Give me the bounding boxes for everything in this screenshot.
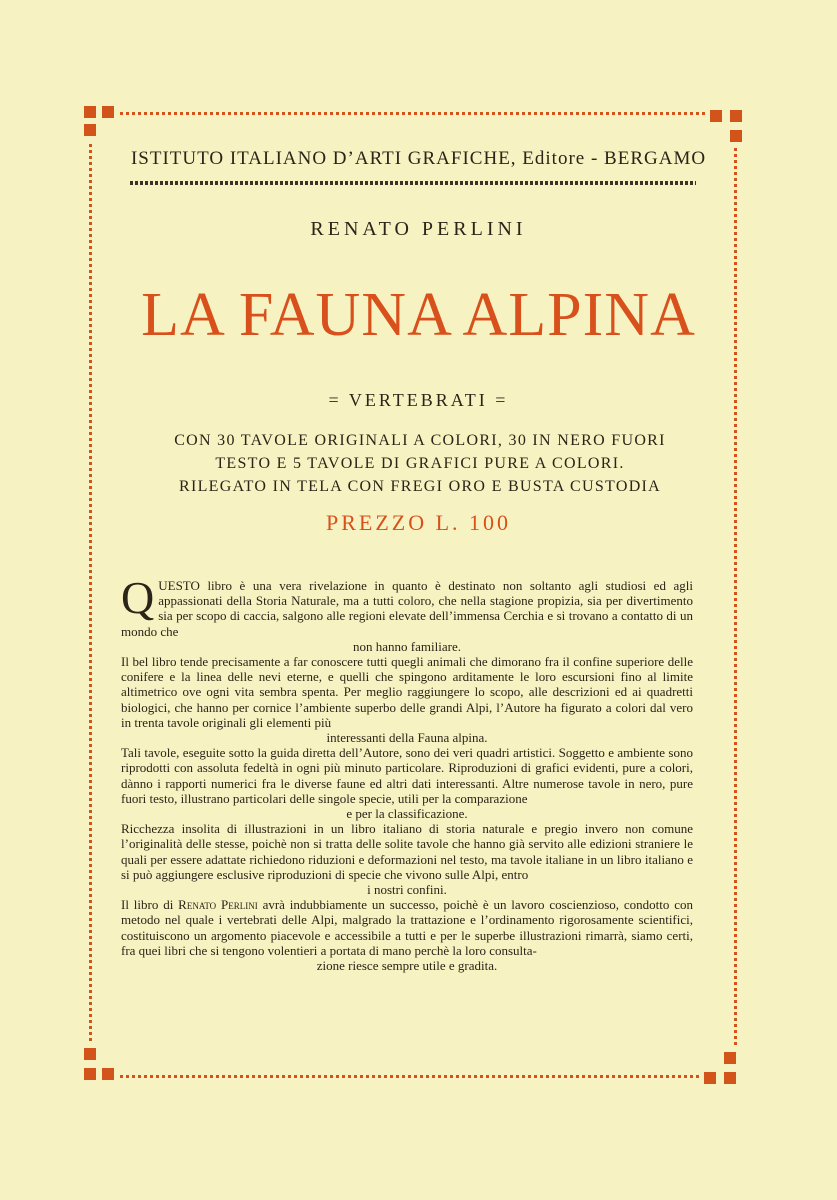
feature-line: TESTO E 5 TAVOLE DI GRAFICI PURE A COLORI. bbox=[215, 455, 625, 472]
corner-square-ornament bbox=[84, 1048, 96, 1060]
paragraph bbox=[121, 897, 693, 958]
paragraph-end: i nostri confini. bbox=[367, 882, 447, 898]
corner-square-ornament bbox=[84, 106, 96, 118]
corner-square-ornament bbox=[84, 124, 96, 136]
corner-square-ornament bbox=[724, 1072, 736, 1084]
paragraph bbox=[121, 572, 693, 639]
price-label: PREZZO L. 100 bbox=[325, 510, 512, 535]
paragraph-text: Il libro di bbox=[121, 897, 179, 913]
publisher-line: ISTITUTO ITALIANO D’ARTI GRAFICHE, Editore - BERGAMO bbox=[130, 148, 707, 169]
paragraph-text: libro è una vera rivelazione in quanto è destinato non soltanto agli studiosi ed agli appassionati della Storia Naturale, ma a tutti coloro, che nella stagione propizia, sia per divertimento sia per scopo di caccia, salgono alle regioni elevate dell’immensa Cerchia e si trovano a contatto di un mondo che bbox=[121, 578, 693, 639]
corner-square-ornament bbox=[84, 1068, 96, 1080]
book-features bbox=[150, 429, 690, 498]
book-title: LA FAUNA ALPINA bbox=[141, 281, 696, 349]
paragraph-end: zione riesce sempre utile e gradita. bbox=[316, 958, 498, 974]
description-text bbox=[121, 572, 693, 974]
feature-line: RILEGATO IN TELA CON FREGI ORO E BUSTA CUSTODIA bbox=[178, 478, 662, 495]
feature-line: CON 30 TAVOLE ORIGINALI A COLORI, 30 IN NERO FUORI bbox=[174, 432, 666, 449]
author-name: RENATO PERLINI bbox=[310, 218, 527, 240]
corner-square-ornament bbox=[710, 110, 722, 122]
paragraph: Ricchezza insolita di illustrazioni in un libro italiano di storia naturale e pregio invero non comune l’originalità delle stesse, poichè non si tratta delle solite tavole che hanno già servito alle edizioni straniere le quali per essere adattate richiedono riduzioni e deformazioni nel testo, ma tavole italiane in un libro italiano e si può aggiungere esclusive riproduzioni di specie che vivono sulle Alpi, entro bbox=[121, 821, 693, 882]
paragraph-end: e per la classificazione. bbox=[346, 806, 468, 822]
lead-word: UESTO bbox=[158, 578, 200, 593]
paragraph: Tali tavole, eseguite sotto la guida diretta dell’Autore, sono dei veri quadri artistici. Soggetto e ambiente sono riprodotti con assoluta fedeltà in ogni più minuto particolare. Riproduzioni di grafici evidenti, pure a colori, dànno i rapporti numerici fra le diverse faune ed altri dati interessanti. Altre numerose tavole in nero, pure fuori testo, illustrano particolari delle singole specie, utili per la comparazione bbox=[121, 745, 693, 806]
corner-square-ornament bbox=[730, 110, 742, 122]
corner-square-ornament bbox=[102, 106, 114, 118]
drop-cap: Q bbox=[121, 572, 155, 623]
corner-square-ornament bbox=[102, 1068, 114, 1080]
paragraph-end: interessanti della Fauna alpina. bbox=[326, 730, 488, 746]
book-subtitle: = VERTEBRATI = bbox=[328, 390, 509, 410]
paragraph-end: non hanno familiare. bbox=[353, 638, 461, 654]
corner-square-ornament bbox=[730, 130, 742, 142]
top-dotted-rule bbox=[120, 112, 706, 115]
paragraph: Il bel libro tende precisamente a far conoscere tutti quegli animali che dimorano fra il confine superiore delle conifere e la linea delle nevi eterne, e quelli che spingono arditamente le loro escursioni fino al limite altimetrico ove ogni vita sembra spenta. Per meglio raggiungere lo scopo, alle descrizioni ed ai quadretti biologici, che hanno per cornice l’ambiente superbo delle grandi Alpi, l’Autore ha figurato a colori dal vero in trenta tavole originali gli elementi più bbox=[121, 654, 693, 730]
corner-square-ornament bbox=[704, 1072, 716, 1084]
left-dotted-rule bbox=[89, 144, 92, 1042]
publisher-dotted-rule bbox=[130, 181, 696, 185]
corner-square-ornament bbox=[724, 1052, 736, 1064]
bottom-dotted-rule bbox=[120, 1075, 700, 1078]
paragraph-text: avrà indubbiamente un successo, poichè è un lavoro coscienzioso, condotto con metodo nel quale i vertebrati delle Alpi, malgrado la trattazione e l’ordinamento rigorosamente scientifici, costituiscono un argomento piacevole e accessibile a tutti e per le superbe illustrazioni rimarrà, siamo certi, fra quei libri che si tengono volentieri a portata di mano perchè la loro consulta- bbox=[121, 897, 693, 958]
author-inline: Renato Perlini bbox=[178, 897, 258, 913]
